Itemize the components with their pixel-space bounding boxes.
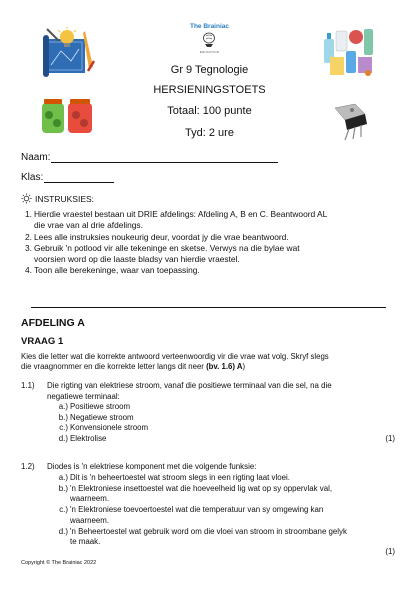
answer-option[interactable] <box>47 413 397 424</box>
instruction-number: 3. <box>25 242 32 253</box>
brand-subtitle: EDUCATION <box>199 50 220 54</box>
option-letter: b.) <box>58 412 68 422</box>
name-field <box>21 152 278 163</box>
brand-name: The Brainiac <box>189 23 229 30</box>
question-stem-line2: negatiewe terminaal: <box>47 391 120 401</box>
option-letter: a.) <box>58 402 68 411</box>
question-instructions <box>21 352 396 373</box>
question-stem-line1: Die rigting van elektriese stroom, vanaf die positiewe terminaal van die sel, na die <box>47 381 332 390</box>
option-text: 'n Elektroniese insettoestel wat die hoeveelheid lig wat op sy oppervlak val, <box>70 483 333 493</box>
option-text: Dit is 'n beheertoestel wat stroom slegs in een rigting laat vloei. <box>70 473 290 482</box>
option-letter: d.) <box>58 526 68 536</box>
instruction-text: Toon alle berekeninge, waar van toepassing. <box>34 265 200 276</box>
option-letter: c.) <box>59 423 68 433</box>
option-text: Negatiewe stroom <box>70 412 134 422</box>
instruction-item <box>21 232 393 243</box>
answer-option[interactable] <box>47 434 397 445</box>
instruction-item <box>21 265 393 276</box>
example-close: ) <box>242 362 246 372</box>
instruction-text-cont: voorsien word op die laaste bladsy van hierdie vraestel. <box>34 254 240 265</box>
answer-option[interactable] <box>47 423 397 434</box>
class-input-line[interactable] <box>44 173 114 183</box>
instructions-heading-text: INSTRUKSIES: <box>35 193 95 204</box>
total-marks: Totaal: 100 punte <box>167 105 252 117</box>
instruction-text: Lees alle instruksies noukeurig deur, voordat jy die vrae beantwoord. <box>34 231 289 242</box>
question-stem <box>47 381 381 402</box>
question-instructions-line2: die vraagnommer en die korrekte letter langs dit neer <box>21 362 207 372</box>
question-stem <box>47 462 381 473</box>
answer-option[interactable] <box>47 473 397 484</box>
instruction-number: 4. <box>25 265 32 276</box>
copyright-footer: Copyright © The Brainiac 2022 <box>21 560 97 566</box>
example-answer: (bv. 1.6) A <box>206 362 243 372</box>
exam-title: HERSIENINGSTOETS <box>153 84 266 96</box>
name-label: Naam: <box>21 152 51 163</box>
answer-option[interactable] <box>47 484 397 505</box>
instruction-text-cont: die vrae van al drie afdelings. <box>34 220 143 231</box>
instruction-item <box>21 243 393 266</box>
option-text: Positiewe stroom <box>70 402 131 411</box>
question-marks: (1) <box>385 547 395 556</box>
instruction-text: Gebruik 'n potlood vir alle tekeninge en sketse. Verwys na die bylae wat <box>34 242 300 253</box>
answer-options <box>47 402 397 445</box>
sun-bulb-icon <box>21 193 32 204</box>
question-marks: (1) <box>385 434 395 443</box>
option-text: 'n Beheertoestel wat gebruik word om die vloei van stroom in stroombane gelyk <box>70 526 347 536</box>
option-text-cont: waarneem. <box>70 494 110 504</box>
instruction-number: 2. <box>25 231 32 242</box>
question-stem-line1: Diodes is 'n elektriese komponent met die volgende funksie: <box>47 462 257 471</box>
question-heading: VRAAG 1 <box>21 336 64 347</box>
exam-duration: Tyd: 2 ure <box>185 127 234 139</box>
question-number: 1.1) <box>21 381 35 390</box>
option-letter: c.) <box>59 505 68 515</box>
answer-option[interactable] <box>47 402 397 413</box>
option-letter: a.) <box>58 473 68 482</box>
option-text: Konvensionele stroom <box>70 423 149 433</box>
instruction-number: 1. <box>25 209 32 219</box>
option-text-cont: waarneem. <box>70 515 110 525</box>
class-label: Klas: <box>21 172 44 183</box>
answer-option[interactable] <box>47 505 397 526</box>
option-letter: d.) <box>58 434 68 444</box>
section-title: AFDELING A <box>21 317 85 329</box>
name-input-line[interactable] <box>51 153 278 163</box>
question-1-1 <box>21 381 395 453</box>
answer-options <box>47 473 397 548</box>
option-letter: b.) <box>58 483 68 493</box>
question-instructions-line1: Kies die letter wat die korrekte antwoord verteenwoordig vir die vrae wat volg. Skryf slegs <box>21 352 329 361</box>
instructions-heading <box>21 193 94 204</box>
option-text-cont: te maak. <box>70 537 101 547</box>
section-divider <box>31 307 386 308</box>
question-1-2 <box>21 462 395 554</box>
class-field <box>21 172 114 183</box>
instruction-text: Hierdie vraestel bestaan uit DRIE afdelings: Afdeling A, B en C. Beantwoord AL <box>34 209 328 219</box>
question-number: 1.2) <box>21 462 35 471</box>
subject-title: Gr 9 Tegnologie <box>170 64 249 76</box>
option-text: 'n Elektroniese toevoertoestel wat die temperatuur van sy omgewing kan <box>70 505 324 515</box>
instructions-list <box>21 209 393 277</box>
brainiac-logo-icon <box>201 31 217 49</box>
answer-option[interactable] <box>47 527 397 548</box>
instruction-item <box>21 209 393 232</box>
option-text: Elektrolise <box>70 434 107 444</box>
